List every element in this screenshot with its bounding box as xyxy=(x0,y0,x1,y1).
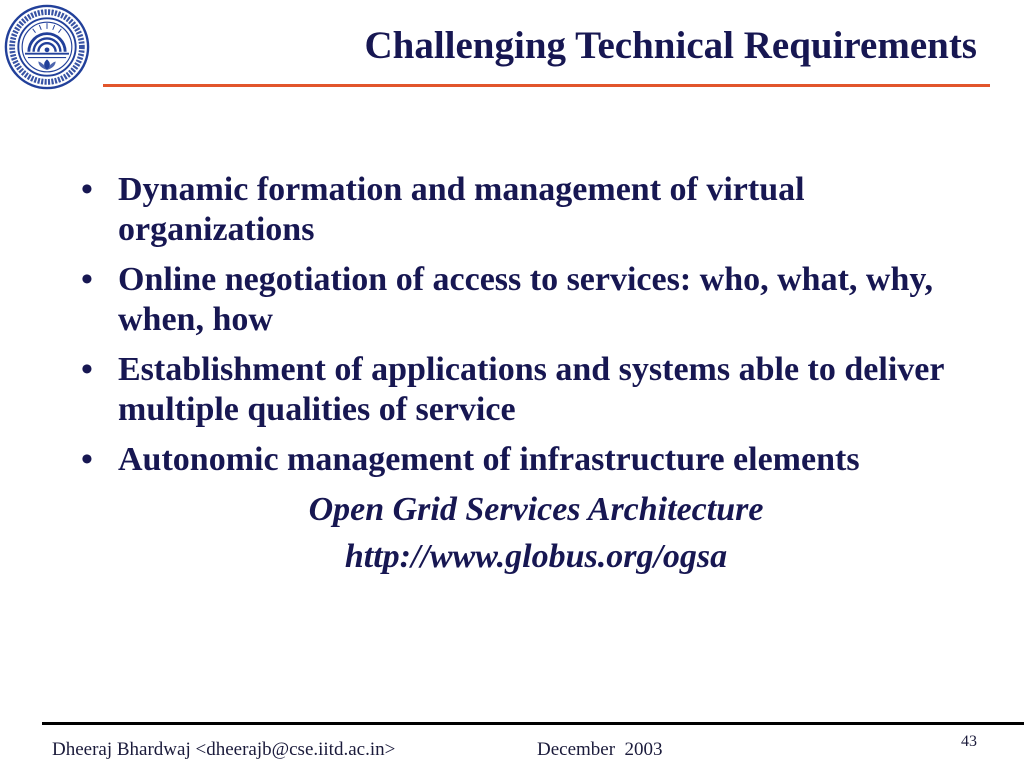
title-divider xyxy=(103,84,990,87)
bullet-text: Establishment of applications and systems able to deliver multiple qualities of service xyxy=(118,351,944,428)
bullet-list xyxy=(0,170,1024,480)
footer-date: December 2003 xyxy=(537,739,663,760)
bullet-icon: • xyxy=(81,171,93,208)
bullet-text: Dynamic formation and management of virtual organizations xyxy=(118,171,805,248)
bullet-item xyxy=(81,440,990,480)
institute-seal-icon xyxy=(4,4,90,90)
footer-author: Dheeraj Bhardwaj <dheerajb@cse.iitd.ac.in> xyxy=(52,739,396,760)
slide-title: Challenging Technical Requirements xyxy=(364,24,977,67)
bullet-icon: • xyxy=(81,261,93,298)
bullet-text: Autonomic management of infrastructure elements xyxy=(118,441,860,478)
highlight-name: Open Grid Services Architecture xyxy=(308,491,764,528)
bullet-item xyxy=(81,260,990,340)
bullet-item xyxy=(81,170,990,250)
bullet-icon: • xyxy=(81,351,93,388)
bullet-item xyxy=(81,350,990,430)
footer-divider xyxy=(42,722,1024,725)
slide-content xyxy=(0,170,1024,577)
page-number: 43 xyxy=(961,733,977,750)
bullet-text: Online negotiation of access to services: who, what, why, when, how xyxy=(118,261,934,338)
highlight-url: http://www.globus.org/ogsa xyxy=(344,538,728,575)
bullet-icon: • xyxy=(81,441,93,478)
